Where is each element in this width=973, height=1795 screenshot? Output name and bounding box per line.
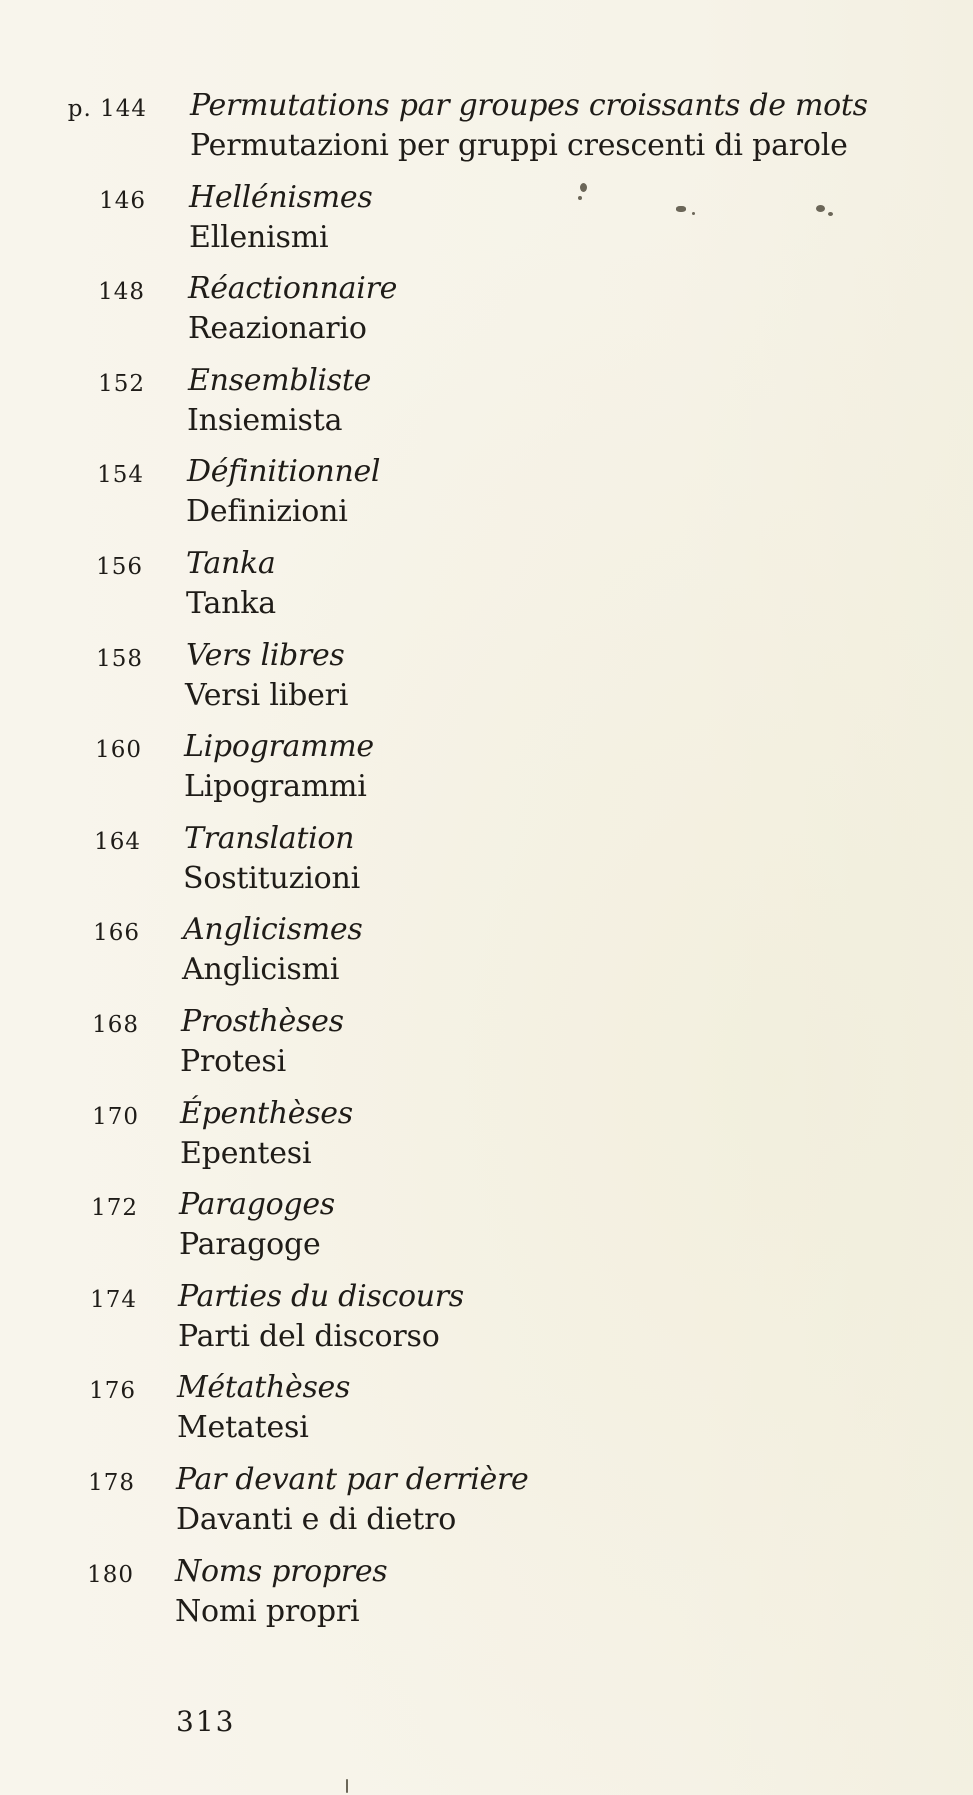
toc-entry [0, 1462, 973, 1554]
entry-title-french: Définitionnel [187, 454, 381, 490]
entry-title-italian: Nomi propri [175, 1593, 360, 1629]
entry-title-french: Paragoges [179, 1187, 335, 1223]
entry-title-french: Lipogramme [184, 729, 374, 765]
entry-page-number: 168 [92, 1011, 139, 1038]
entry-page-number: 146 [99, 187, 146, 214]
entry-title-french: Parties du discours [178, 1278, 464, 1314]
table-of-contents [0, 88, 973, 1645]
entry-page-number: 174 [90, 1286, 137, 1313]
entry-page-number: 170 [92, 1103, 139, 1130]
entry-title-italian: Metatesi [177, 1410, 309, 1446]
entry-title-italian: Definizioni [186, 494, 348, 530]
entry-title-italian: Parti del discorso [178, 1318, 440, 1354]
entry-title-french: Par devant par derrière [176, 1461, 529, 1497]
toc-entry [0, 1187, 973, 1279]
toc-entry [0, 180, 973, 272]
toc-entry [0, 363, 973, 455]
entry-page-number: 172 [91, 1195, 138, 1222]
entry-page-number: 156 [96, 553, 143, 580]
entry-title-italian: Reazionario [188, 311, 367, 347]
toc-entry [0, 1004, 973, 1096]
entry-title-italian: Permutazioni per gruppi crescenti di parole [190, 128, 848, 163]
entry-title-french: Hellénismes [189, 179, 373, 215]
entry-page-number: 154 [97, 462, 144, 489]
entry-title-french: Métathèses [177, 1370, 351, 1406]
entry-title-italian: Sostituzioni [183, 860, 361, 896]
entry-title-french: Vers libres [186, 637, 345, 673]
entry-title-italian: Tanka [186, 585, 276, 621]
toc-entry [0, 912, 973, 1004]
entry-page-number: 166 [93, 920, 140, 947]
entry-title-italian: Davanti e di dietro [176, 1501, 457, 1537]
entry-title-french: Translation [184, 820, 355, 856]
entry-title-italian: Versi liberi [185, 677, 349, 713]
entry-title-italian: Protesi [180, 1043, 286, 1079]
toc-entry [0, 1370, 973, 1462]
toc-entry [0, 729, 973, 821]
toc-entry [0, 1096, 973, 1188]
entry-title-french: Noms propres [175, 1553, 388, 1589]
entry-title-italian: Paragoge [179, 1227, 321, 1263]
toc-entry [0, 454, 973, 546]
entry-page-number: 178 [88, 1469, 135, 1496]
toc-entry [0, 271, 973, 363]
entry-page-number: 160 [95, 737, 142, 764]
entry-page-number: 180 [87, 1561, 134, 1588]
entry-title-italian: Insiemista [187, 402, 343, 438]
entry-title-french: Anglicismes [183, 912, 363, 948]
paper-speck [346, 1779, 348, 1793]
entry-page-number: 164 [94, 828, 141, 855]
entry-title-french: Tanka [186, 545, 276, 581]
entry-title-italian: Lipogrammi [184, 769, 367, 805]
entry-page-number: 148 [98, 279, 145, 306]
toc-entry [0, 88, 973, 180]
toc-entry [0, 821, 973, 913]
toc-entry [0, 1279, 973, 1371]
entry-page-number: 158 [96, 645, 143, 672]
entry-page-number: 176 [89, 1378, 136, 1405]
entry-page-number: p. 144 [67, 96, 147, 122]
entry-page-number: 152 [98, 370, 145, 397]
toc-entry [0, 638, 973, 730]
toc-entry [0, 1554, 973, 1646]
entry-title-french: Prosthèses [181, 1003, 344, 1039]
entry-title-italian: Epentesi [180, 1135, 312, 1171]
entry-title-italian: Ellenismi [189, 219, 329, 255]
entry-title-french: Réactionnaire [188, 271, 398, 307]
entry-title-italian: Anglicismi [182, 952, 340, 988]
entry-title-french: Épenthèses [180, 1095, 353, 1131]
entry-title-french: Ensembliste [188, 362, 372, 398]
toc-entry [0, 546, 973, 638]
page-folio-number: 313 [176, 1705, 236, 1738]
entry-title-french: Permutations par groupes croissants de mots [190, 88, 868, 123]
